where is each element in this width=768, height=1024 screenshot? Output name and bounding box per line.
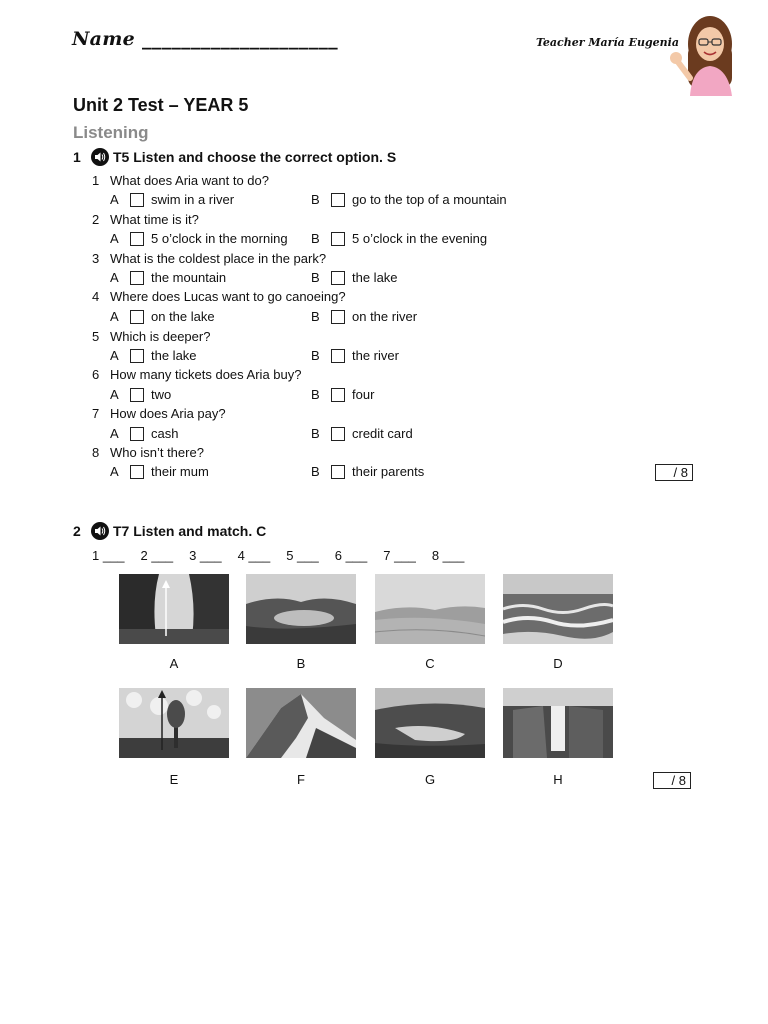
question-options <box>110 426 550 444</box>
answer-blank[interactable]: 3 ___ <box>189 548 222 563</box>
exercise-instruction: T5 Listen and choose the correct option. S <box>113 149 397 165</box>
option-b[interactable]: B go to the top of a mountain <box>311 192 507 207</box>
question: 3 What is the coldest place in the park? <box>92 251 327 266</box>
photo-label: E <box>169 772 179 787</box>
exercise-2-heading <box>73 522 266 540</box>
name-field[interactable]: Name ____________________ <box>72 28 338 50</box>
answer-blank[interactable]: 2 ___ <box>140 548 174 563</box>
exercise-instruction: T7 Listen and match. C <box>113 523 267 539</box>
checkbox[interactable] <box>130 310 144 324</box>
checkbox[interactable] <box>331 388 345 402</box>
answer-blank[interactable]: 4 ___ <box>237 548 271 563</box>
option-a[interactable]: A 5 o’clock in the morning <box>110 231 288 246</box>
answer-blanks <box>92 548 480 563</box>
option-a[interactable]: A their mum <box>110 464 209 479</box>
question: 6 How many tickets does Aria buy? <box>92 367 302 382</box>
option-a[interactable]: A two <box>110 387 172 402</box>
question: 5 Which is deeper? <box>92 329 211 344</box>
question-options <box>110 231 550 249</box>
photo-mountain <box>246 688 356 758</box>
answer-blank[interactable]: 7 ___ <box>383 548 416 563</box>
answer-blank[interactable]: 1 ___ <box>92 548 125 563</box>
photo-label: H <box>553 772 563 787</box>
checkbox[interactable] <box>130 232 144 246</box>
speaker-icon[interactable] <box>91 522 109 540</box>
question-options <box>110 464 550 482</box>
option-b[interactable]: B their parents <box>311 464 425 479</box>
answer-blank[interactable]: 5 ___ <box>286 548 319 563</box>
question: 2 What time is it? <box>92 212 199 227</box>
question: 8 Who isn’t there? <box>92 445 204 460</box>
photo-label: B <box>296 656 306 671</box>
checkbox[interactable] <box>130 465 144 479</box>
option-a[interactable]: A on the lake <box>110 309 215 324</box>
photo-label: D <box>553 656 563 671</box>
option-b[interactable]: B credit card <box>311 426 413 441</box>
checkbox[interactable] <box>130 349 144 363</box>
score-box[interactable]: / 8 <box>655 464 693 481</box>
photo-forest <box>119 574 229 644</box>
checkbox[interactable] <box>331 193 345 207</box>
test-title: Unit 2 Test – YEAR 5 <box>73 95 249 115</box>
option-a[interactable]: A swim in a river <box>110 192 235 207</box>
checkbox[interactable] <box>130 388 144 402</box>
checkbox[interactable] <box>130 193 144 207</box>
option-a[interactable]: A the mountain <box>110 270 227 285</box>
question: 4 Where does Lucas want to go canoeing? <box>92 289 346 304</box>
option-b[interactable]: B on the river <box>311 309 418 324</box>
checkbox[interactable] <box>331 465 345 479</box>
checkbox[interactable] <box>130 427 144 441</box>
answer-blank[interactable]: 6 ___ <box>334 548 368 563</box>
photo-sea <box>503 574 613 644</box>
answer-blank[interactable]: 8 ___ <box>431 548 465 563</box>
photo-desert <box>375 574 485 644</box>
photo-label: C <box>425 656 435 671</box>
exercise-number: 1 <box>73 149 81 165</box>
option-a[interactable]: A cash <box>110 426 179 441</box>
question-options <box>110 387 550 405</box>
option-b[interactable]: B the lake <box>311 270 398 285</box>
checkbox[interactable] <box>331 427 345 441</box>
exercise-1-heading <box>73 148 396 166</box>
speaker-icon[interactable] <box>91 148 109 166</box>
question: 7 How does Aria pay? <box>92 406 226 421</box>
photo-label: F <box>297 772 305 787</box>
checkbox[interactable] <box>130 271 144 285</box>
question-options <box>110 309 550 327</box>
photo-lake <box>246 574 356 644</box>
checkbox[interactable] <box>331 232 345 246</box>
photo-label: G <box>424 772 436 787</box>
option-b[interactable]: B 5 o’clock in the evening <box>311 231 488 246</box>
question-options <box>110 270 550 288</box>
checkbox[interactable] <box>331 349 345 363</box>
checkbox[interactable] <box>331 271 345 285</box>
score-box[interactable]: / 8 <box>653 772 691 789</box>
option-b[interactable]: B the river <box>311 348 399 363</box>
photo-river-valley <box>375 688 485 758</box>
teacher-avatar-icon <box>666 14 740 96</box>
section-title: Listening <box>73 123 149 142</box>
photo-waterfall <box>503 688 613 758</box>
teacher-name: Teacher María Eugenia <box>536 36 679 49</box>
option-b[interactable]: B four <box>311 387 375 402</box>
photo-tall-tree <box>119 688 229 758</box>
checkbox[interactable] <box>331 310 345 324</box>
question-options <box>110 192 550 210</box>
question-options <box>110 348 550 366</box>
option-a[interactable]: A the lake <box>110 348 197 363</box>
question: 1 What does Aria want to do? <box>92 173 269 188</box>
photo-label: A <box>169 656 179 671</box>
exercise-number: 2 <box>73 523 81 539</box>
